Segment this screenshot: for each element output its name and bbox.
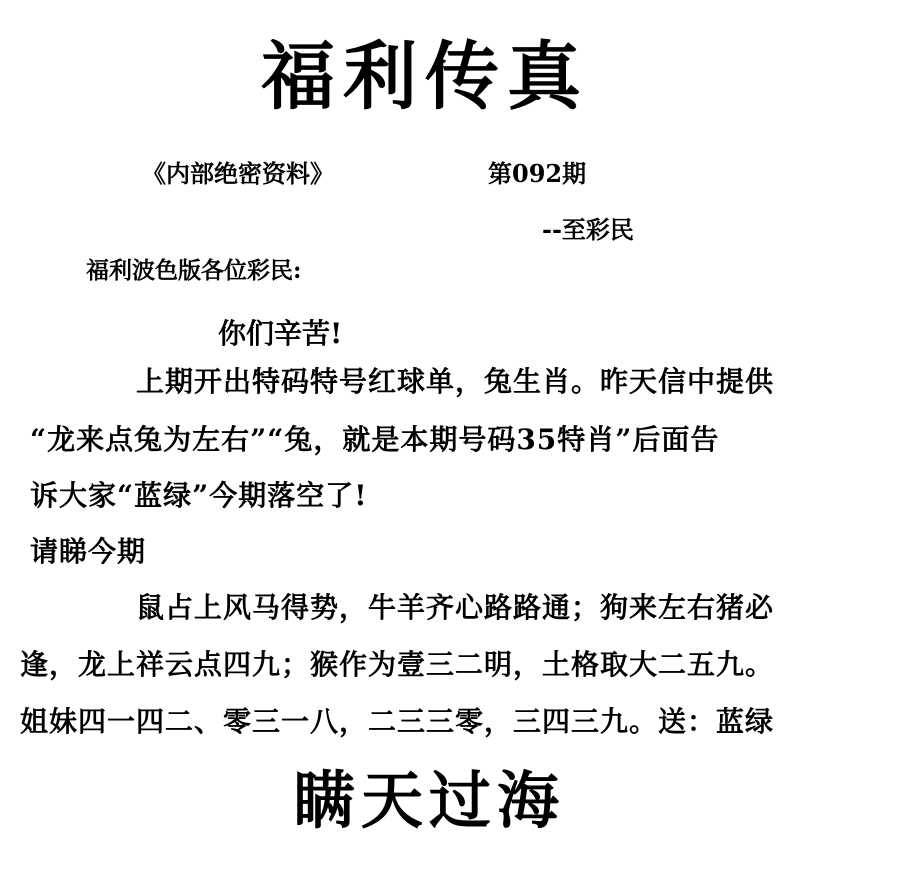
body-line: 鼠占上风马得势，牛羊齐心路路通；狗来左右猪必 [136, 591, 775, 624]
issue-number: 第092期 [488, 159, 587, 188]
body-line: 上期开出特码特号红球单，兔生肖。昨天信中提供 [136, 365, 775, 398]
body-line: 诉大家“蓝绿”今期落空了! [30, 479, 368, 512]
signature-line: --至彩民 [542, 215, 634, 244]
body-line: 请睇今期 [30, 535, 147, 568]
page-title: 福利传真 [261, 34, 589, 120]
body-line: 姐妹四一四二、零三一八，二三三零，三四三九。送：蓝绿 [20, 705, 775, 738]
footer-title: 瞒天过海 [292, 764, 565, 837]
greeting-line: 你们辛苦! [218, 317, 343, 350]
body-line: 逢，龙上祥云点四九；猴作为壹三二明，土格取大二五九。 [20, 648, 775, 681]
salutation-line: 福利波色版各位彩民: [86, 257, 302, 284]
body-line: “龙来点兔为左右”“兔，就是本期号码35特肖”后面告 [30, 423, 720, 456]
confidential-label: 《内部绝密资料》 [142, 159, 334, 188]
